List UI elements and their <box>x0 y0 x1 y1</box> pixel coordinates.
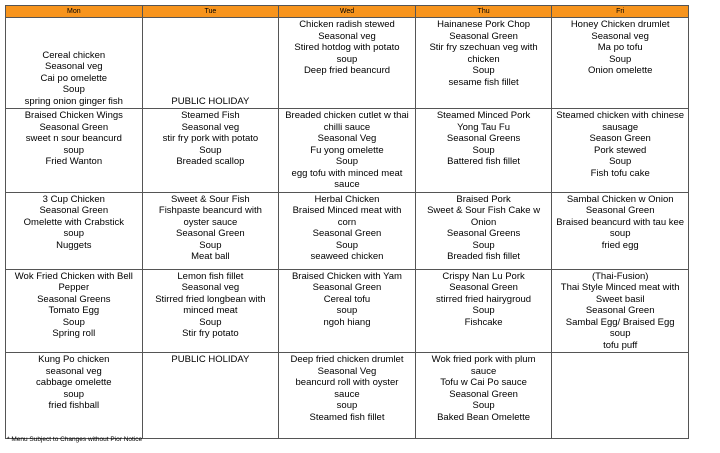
menu-item: sausage <box>602 121 639 133</box>
menu-item: Pepper <box>58 282 90 293</box>
menu-item: Cai po omelette <box>40 72 108 84</box>
menu-item: Steamed Fish <box>181 110 240 121</box>
menu-item: Sambal Egg/ Braised Egg <box>565 316 675 328</box>
menu-item: soup <box>336 305 358 316</box>
menu-item: cabbage omelette <box>36 377 112 388</box>
menu-item: Lemon fish fillet <box>177 270 244 282</box>
menu-item: 3 Cup Chicken <box>42 193 105 205</box>
menu-item: Seasonal veg <box>181 282 240 293</box>
menu-item: Fish tofu cake <box>590 167 650 179</box>
menu-item: Seasonal Green <box>449 30 518 42</box>
menu-item: sweet n sour beancurd <box>25 133 122 144</box>
menu-item: Honey Chicken drumlet <box>570 19 670 30</box>
menu-item: stirred fried hairygroud <box>436 293 532 305</box>
menu-item: Soup <box>472 400 495 411</box>
menu-item: Cereal chicken <box>42 49 106 61</box>
menu-item: Braised Chicken with Yam <box>291 270 402 282</box>
menu-item: Steamed Minced Pork <box>436 110 531 121</box>
menu-item: PUBLIC HOLIDAY <box>171 95 250 107</box>
menu-item: Stired hotdog with potato <box>294 42 400 53</box>
weekly-menu-table <box>5 5 689 439</box>
menu-item: Seasonal veg <box>318 30 376 42</box>
day-header-row <box>6 6 689 18</box>
menu-item: Kung Po chicken <box>38 354 110 365</box>
week-row <box>6 353 689 439</box>
menu-item: beancurd roll with oyster <box>295 377 399 388</box>
menu-item: Stir fry potato <box>182 328 239 339</box>
day-header-mon: Mon <box>6 6 143 18</box>
menu-item: Stirred fried longbean with <box>155 293 266 305</box>
menu-item: Soup <box>199 239 222 251</box>
menu-item: Stir fry szechuan veg with <box>429 42 538 53</box>
menu-item: Seasonal Green <box>585 305 655 316</box>
menu-item: seaweed chicken <box>310 251 384 262</box>
menu-item: Seasonal Greens <box>446 228 521 239</box>
day-header-wed: Wed <box>279 6 416 18</box>
menu-item: Braised Minced meat with <box>292 205 402 216</box>
menu-item: Seasonal Green <box>449 388 518 400</box>
menu-item: Soup <box>472 144 495 156</box>
menu-item: Breaded fish fillet <box>447 251 521 262</box>
menu-item: Soup <box>609 156 632 167</box>
menu-cell <box>552 353 689 439</box>
menu-item: Seasonal Green <box>312 228 382 239</box>
week-row <box>6 109 689 193</box>
menu-item: soup <box>63 144 85 156</box>
menu-item: Seasonal Green <box>39 205 109 216</box>
menu-item: Seasonal Green <box>449 282 518 293</box>
menu-cell <box>552 192 689 269</box>
menu-cell <box>142 18 279 109</box>
menu-item: Sweet basil <box>595 293 645 305</box>
menu-item: fried fishball <box>48 400 100 411</box>
menu-item: Hainanese Pork Chop <box>437 19 531 30</box>
menu-item: Tofu w Cai Po sauce <box>440 377 527 388</box>
menu-item: Seasonal Greens <box>37 293 111 305</box>
menu-item: ngoh hiang <box>323 316 371 328</box>
day-header-fri: Fri <box>552 6 689 18</box>
menu-cell <box>279 18 416 109</box>
menu-item: Fu yong omelette <box>310 144 384 156</box>
menu-item: Steamed chicken with chinese <box>556 110 685 121</box>
week-row <box>6 192 689 269</box>
menu-item: oyster sauce <box>183 216 238 228</box>
menu-item: egg tofu with minced meat <box>291 167 403 179</box>
menu-item: soup <box>336 400 358 411</box>
menu-item: chicken <box>467 53 500 65</box>
menu-item: Steamed fish fillet <box>309 411 385 423</box>
menu-cell <box>279 269 416 353</box>
menu-item: Season Green <box>589 133 651 144</box>
menu-item: Seasonal Green <box>176 228 245 239</box>
menu-item: Baked Bean Omelette <box>437 411 531 423</box>
menu-item: Seasonal Green <box>312 282 382 293</box>
menu-cell <box>6 353 143 439</box>
day-header-tue: Tue <box>142 6 279 18</box>
menu-item: tofu puff <box>603 339 638 351</box>
menu-cell <box>552 18 689 109</box>
menu-cell <box>6 18 143 109</box>
menu-item: Herbal Chicken <box>314 193 380 205</box>
menu-item: Breaded chicken cutlet w thai <box>285 110 409 121</box>
menu-cell <box>142 192 279 269</box>
menu-item: chilli sauce <box>323 121 371 133</box>
menu-cell <box>415 18 552 109</box>
menu-item: corn <box>337 216 357 228</box>
menu-item: (Thai-Fusion) <box>591 270 649 282</box>
menu-cell <box>142 109 279 193</box>
week-row <box>6 269 689 353</box>
menu-cell <box>552 109 689 193</box>
menu-item: Soup <box>472 239 495 251</box>
menu-item: minced meat <box>183 305 238 316</box>
menu-item: Soup <box>472 305 495 316</box>
menu-item: Wok Fried Chicken with Bell <box>14 270 133 282</box>
menu-cell <box>279 192 416 269</box>
menu-item: soup <box>609 228 631 239</box>
menu-item: Soup <box>335 239 359 251</box>
week-row <box>6 18 689 109</box>
menu-item: Fried Wanton <box>45 156 103 167</box>
menu-item: sauce <box>334 388 360 400</box>
menu-item: Deep fried chicken drumlet <box>290 354 404 365</box>
menu-cell <box>415 353 552 439</box>
menu-cell <box>415 109 552 193</box>
menu-cell <box>279 109 416 193</box>
menu-item: Omelette with Crabstick <box>23 216 124 228</box>
menu-cell <box>6 192 143 269</box>
menu-item: soup <box>63 228 85 239</box>
menu-item: Braised beancurd with tau kee <box>556 216 685 228</box>
menu-item: Breaded scallop <box>176 156 245 167</box>
menu-item: Tomato Egg <box>48 305 100 316</box>
menu-item: Sweet & Sour Fish <box>171 193 250 205</box>
menu-item: Soup <box>62 84 85 95</box>
menu-item: Fishcake <box>464 316 503 328</box>
menu-item: sauce <box>470 365 497 377</box>
menu-cell <box>6 269 143 353</box>
menu-item: stir fry pork with potato <box>162 133 259 144</box>
menu-item: Soup <box>335 156 359 167</box>
menu-item: Seasonal veg <box>591 30 649 42</box>
menu-cell <box>415 192 552 269</box>
menu-item: fried egg <box>601 239 639 251</box>
menu-item: Sambal Chicken w Onion <box>566 193 674 205</box>
menu-body <box>6 18 689 439</box>
menu-item: Nuggets <box>56 239 92 251</box>
footer-note: * Menu Subject to Changes without Pior Notice <box>7 436 143 443</box>
menu-item: Spring roll <box>52 328 96 339</box>
menu-item: Meat ball <box>191 251 230 262</box>
menu-cell <box>552 269 689 353</box>
menu-item: Ma po tofu <box>597 42 643 53</box>
menu-item: Sweet & Sour Fish Cake w <box>427 205 541 216</box>
menu-item: Seasonal Greens <box>446 133 521 144</box>
menu-item: Yong Tau Fu <box>457 121 510 133</box>
menu-item: Onion <box>470 216 497 228</box>
menu-item: Chicken radish stewed <box>299 19 395 30</box>
menu-cell <box>6 109 143 193</box>
menu-cell <box>279 353 416 439</box>
menu-item: Wok fried pork with plum <box>431 354 536 365</box>
menu-cell <box>415 269 552 353</box>
menu-item: Seasonal veg <box>181 121 240 133</box>
menu-item: Seasonal Veg <box>317 133 377 144</box>
menu-cell <box>142 269 279 353</box>
day-header-thu: Thu <box>415 6 552 18</box>
menu-item: Onion omelette <box>587 65 653 76</box>
menu-item: Soup <box>199 316 222 328</box>
menu-item: seasonal veg <box>45 365 102 377</box>
menu-item: Deep fried beancurd <box>303 65 391 76</box>
menu-item: Cereal tofu <box>323 293 371 305</box>
menu-item: soup <box>609 328 631 339</box>
menu-item: sauce <box>334 179 360 190</box>
menu-item: Pork stewed <box>594 144 647 156</box>
menu-item: Seasonal veg <box>45 61 103 72</box>
menu-item: Soup <box>199 144 222 156</box>
menu-item: Soup <box>609 53 632 65</box>
menu-item: Seasonal Green <box>39 121 109 133</box>
menu-item: Braised Chicken Wings <box>24 110 123 121</box>
menu-item: Battered fish fillet <box>447 156 521 167</box>
menu-item: Braised Pork <box>456 193 511 205</box>
menu-item: PUBLIC HOLIDAY <box>171 354 250 365</box>
menu-item: Soup <box>62 316 85 328</box>
menu-item: spring onion ginger fish <box>24 95 123 107</box>
menu-item: Fishpaste beancurd with <box>158 205 262 216</box>
menu-item: Crispy Nan Lu Pork <box>442 270 525 282</box>
menu-item: Thai Style Minced meat with <box>560 282 680 293</box>
menu-item: soup <box>63 388 85 400</box>
menu-item: Soup <box>472 65 495 76</box>
menu-item: sesame fish fillet <box>448 76 519 88</box>
menu-item: Seasonal Veg <box>317 365 377 377</box>
menu-item: soup <box>336 53 358 65</box>
menu-item: Seasonal Green <box>585 205 655 216</box>
menu-cell <box>142 353 279 439</box>
